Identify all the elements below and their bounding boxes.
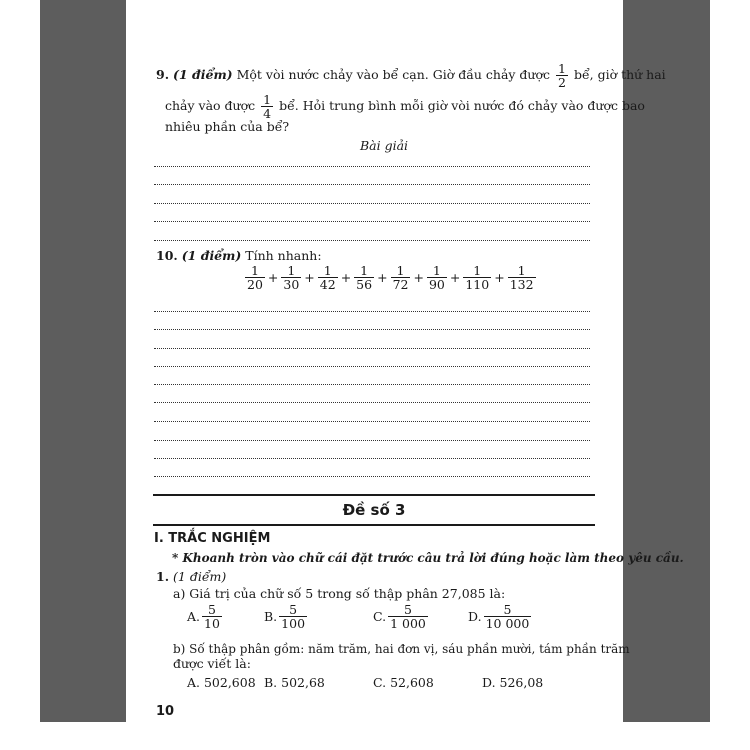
option-letter: B. bbox=[264, 609, 278, 624]
fraction-numerator: 1 bbox=[432, 263, 441, 278]
plus-sign: + bbox=[449, 270, 461, 285]
answer-line bbox=[154, 166, 590, 167]
q10-fraction bbox=[354, 264, 374, 291]
answer-line bbox=[154, 440, 590, 441]
q1a-option-d[interactable] bbox=[468, 603, 533, 630]
q9-text-3: chảy vào được bbox=[165, 98, 256, 113]
fraction-numerator: 1 bbox=[473, 263, 482, 278]
option-fraction bbox=[388, 603, 428, 630]
q10-fraction bbox=[463, 264, 491, 291]
fraction-denominator: 110 bbox=[465, 277, 490, 292]
fraction-numerator: 1 bbox=[558, 61, 566, 76]
q9-line-2 bbox=[165, 93, 645, 120]
q1b-option-a[interactable]: A. 502,608 bbox=[187, 675, 256, 690]
answer-line bbox=[154, 329, 590, 330]
q10-heading bbox=[156, 248, 322, 264]
fraction-denominator: 42 bbox=[319, 277, 336, 292]
fraction-numerator: 1 bbox=[396, 263, 405, 278]
q1a-text: a) Giá trị của chữ số 5 trong số thập phân 27,085 là: bbox=[173, 586, 506, 601]
fraction-numerator: 1 bbox=[263, 92, 272, 107]
q1b-text-2: được viết là: bbox=[173, 656, 251, 671]
fraction-numerator: 5 bbox=[503, 602, 512, 617]
answer-line bbox=[154, 184, 590, 185]
exam-title-bottom-rule bbox=[153, 524, 595, 526]
answer-line bbox=[154, 476, 590, 477]
answer-line bbox=[154, 384, 590, 385]
q1-heading bbox=[156, 569, 226, 585]
q10-fraction bbox=[508, 264, 536, 291]
solution-label: Bài giải bbox=[360, 138, 409, 153]
fraction-numerator: 1 bbox=[517, 263, 526, 278]
q9-points: (1 điểm) bbox=[173, 67, 233, 82]
answer-line bbox=[154, 402, 590, 403]
fraction-denominator: 132 bbox=[509, 277, 534, 292]
q1a-option-c[interactable] bbox=[373, 603, 430, 630]
section-heading: I. TRẮC NGHIỆM bbox=[154, 531, 271, 546]
answer-line bbox=[154, 366, 590, 367]
fraction-denominator: 10 bbox=[204, 616, 220, 631]
q1b-option-d[interactable]: D. 526,08 bbox=[482, 675, 544, 690]
plus-sign: + bbox=[413, 270, 424, 285]
plus-sign: + bbox=[377, 270, 388, 285]
fraction-denominator: 72 bbox=[392, 277, 409, 292]
plus-sign: + bbox=[267, 270, 279, 285]
fraction-numerator: 1 bbox=[250, 263, 259, 278]
option-letter: D. bbox=[468, 609, 482, 624]
q10-number: 10. bbox=[156, 248, 178, 263]
q1a-option-b[interactable] bbox=[264, 603, 309, 630]
q1b-option-c[interactable]: C. 52,608 bbox=[373, 675, 434, 690]
q1-points: (1 điểm) bbox=[173, 569, 227, 584]
page-number: 10 bbox=[156, 704, 175, 719]
answer-line bbox=[154, 203, 590, 204]
answer-line bbox=[154, 421, 590, 422]
fraction-denominator: 30 bbox=[283, 277, 300, 292]
fraction-numerator: 1 bbox=[287, 263, 296, 278]
fraction-denominator: 1 000 bbox=[390, 616, 426, 631]
q10-fraction bbox=[281, 264, 301, 291]
q9-text-4: bể. Hỏi trung bình mỗi giờ vòi nước đó chảy vào được bao bbox=[279, 98, 645, 113]
q1b-text-1: b) Số thập phân gồm: năm trăm, hai đơn vị, sáu phần mười, tám phần trăm bbox=[173, 642, 630, 656]
fraction-denominator: 20 bbox=[247, 277, 263, 292]
fraction-numerator: 5 bbox=[289, 602, 298, 617]
q10-fraction bbox=[391, 264, 411, 291]
q10-fraction bbox=[245, 264, 265, 291]
q10-expression bbox=[243, 264, 538, 291]
plus-sign: + bbox=[494, 270, 505, 285]
plus-sign: + bbox=[304, 270, 315, 285]
exam-title-top-rule bbox=[153, 494, 595, 496]
option-fraction bbox=[279, 603, 307, 630]
q10-fraction bbox=[427, 264, 447, 291]
q9-text-1: Một vòi nước chảy vào bể cạn. Giờ đầu chảy được bbox=[236, 67, 551, 82]
option-fraction bbox=[202, 603, 222, 630]
fraction-denominator: 2 bbox=[558, 75, 566, 90]
fraction-denominator: 56 bbox=[356, 277, 373, 292]
option-letter: A. bbox=[187, 609, 201, 624]
fraction-numerator: 1 bbox=[360, 263, 369, 278]
q9-text-5: nhiêu phần của bể? bbox=[165, 119, 290, 134]
q1-number: 1. bbox=[156, 569, 170, 584]
answer-line bbox=[154, 311, 590, 312]
answer-line bbox=[154, 240, 590, 241]
option-fraction bbox=[484, 603, 532, 630]
q9-line-1 bbox=[156, 62, 666, 89]
q9-fraction-quarter bbox=[261, 93, 273, 120]
q1b-option-b[interactable]: B. 502,68 bbox=[264, 675, 325, 690]
fraction-numerator: 5 bbox=[404, 602, 412, 617]
q9-fraction-half bbox=[556, 62, 568, 89]
option-letter: C. bbox=[373, 609, 387, 624]
fraction-denominator: 4 bbox=[263, 106, 272, 121]
plus-sign: + bbox=[340, 270, 352, 285]
answer-line bbox=[154, 458, 590, 459]
fraction-numerator: 5 bbox=[207, 602, 216, 617]
q10-fraction bbox=[318, 264, 338, 291]
q10-points: (1 điểm) bbox=[181, 248, 242, 263]
instruction-text: * Khoanh tròn vào chữ cái đặt trước câu trả lời đúng hoặc làm theo yêu cầu. bbox=[172, 551, 684, 565]
fraction-denominator: 90 bbox=[428, 277, 445, 292]
q1a-option-a[interactable] bbox=[187, 603, 224, 630]
q10-text: Tính nhanh: bbox=[245, 248, 322, 263]
q9-text-2: bể, giờ thứ hai bbox=[573, 67, 666, 82]
exam-title: Đề số 3 bbox=[342, 501, 406, 519]
answer-line bbox=[154, 348, 590, 349]
fraction-denominator: 100 bbox=[281, 616, 306, 631]
answer-line bbox=[154, 221, 590, 222]
fraction-numerator: 1 bbox=[323, 263, 332, 278]
q9-number: 9. bbox=[156, 67, 170, 82]
fraction-denominator: 10 000 bbox=[485, 616, 530, 631]
